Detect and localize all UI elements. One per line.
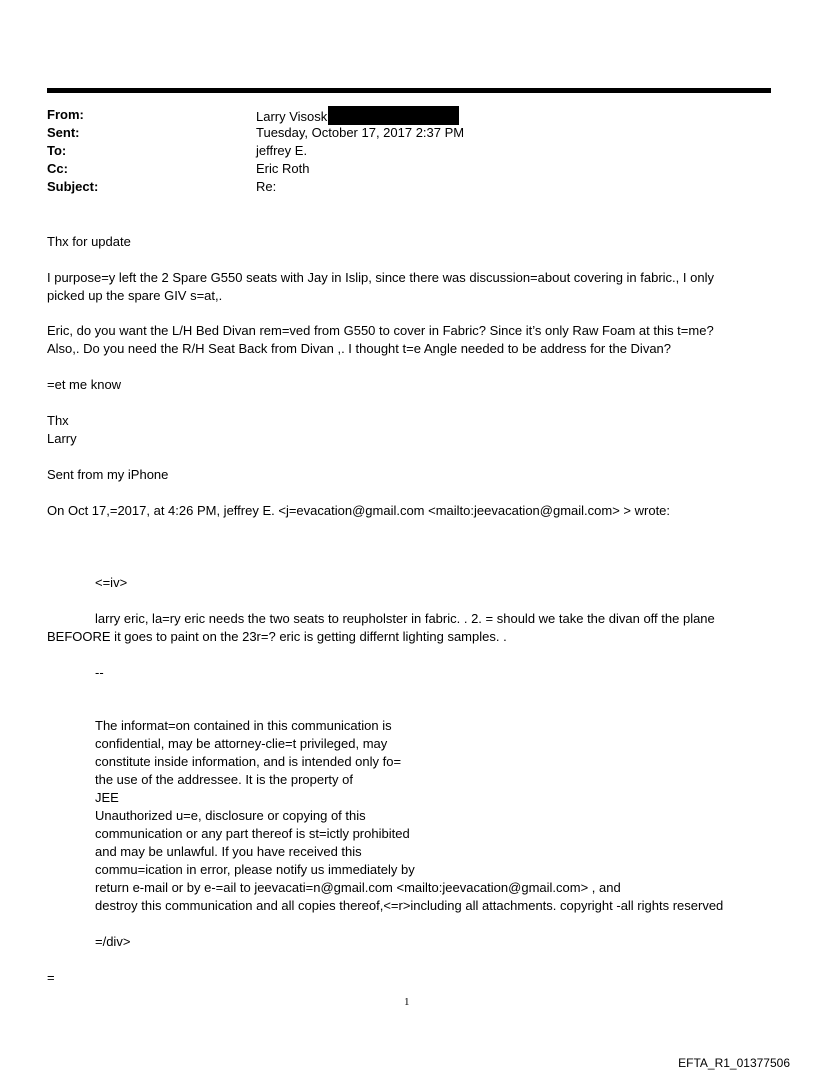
subject-label: Subject: xyxy=(47,179,99,194)
quoted-message-line-2: BEFOORE it goes to paint on the 23r=? eric is getting differnt lighting samples. . xyxy=(47,629,507,644)
body-let-me-know: =et me know xyxy=(47,377,122,392)
signature-name: Larry xyxy=(47,431,77,446)
quoted-div-open: <=iv> xyxy=(95,575,128,590)
to-value: jeffrey E. xyxy=(256,143,308,158)
trailing-equals: = xyxy=(47,970,55,985)
disclaimer-line: destroy this communication and all copies thereof,<=r>including all attachments. copyright -all rights reserved xyxy=(95,898,724,913)
disclaimer-line: confidential, may be attorney-clie=t privileged, may xyxy=(95,736,388,751)
page-number: 1 xyxy=(404,996,410,1008)
cc-value: Eric Roth xyxy=(256,161,310,176)
body-paragraph-2-line-2: Also,. Do you need the R/H Seat Back from Divan ,. I thought t=e Angle needed to be address for the Divan? xyxy=(47,341,672,356)
body-paragraph-1-line-2: picked up the spare GIV s=at,. xyxy=(47,288,223,303)
to-label: To: xyxy=(47,143,67,158)
body-greeting: Thx for update xyxy=(47,234,131,249)
body-paragraph-2-line-1: Eric, do you want the L/H Bed Divan rem=ved from G550 to cover in Fabric? Since it’s only Raw Foam at this t=me? xyxy=(47,323,714,338)
redaction-box xyxy=(328,106,459,125)
subject-value: Re: xyxy=(256,179,277,194)
sent-value: Tuesday, October 17, 2017 2:37 PM xyxy=(256,125,465,140)
disclaimer-line: and may be unlawful. If you have received this xyxy=(95,844,362,859)
sent-label: Sent: xyxy=(47,125,80,140)
disclaimer-line: commu=ication in error, please notify us immediately by xyxy=(95,862,415,877)
body-paragraph-1-line-1: I purpose=y left the 2 Spare G550 seats with Jay in Islip, since there was discussion=about covering in fabric., I only xyxy=(47,270,714,285)
bates-number: EFTA_R1_01377506 xyxy=(678,1056,790,1070)
disclaimer-line: JEE xyxy=(95,790,119,805)
disclaimer-line: Unauthorized u=e, disclosure or copying of this xyxy=(95,808,366,823)
disclaimer-line: constitute inside information, and is intended only fo= xyxy=(95,754,402,769)
quoted-div-close: =/div> xyxy=(95,934,131,949)
cc-label: Cc: xyxy=(47,161,68,176)
from-value: Larry Visosk xyxy=(256,109,328,124)
disclaimer-line: the use of the addressee. It is the property of xyxy=(95,772,353,787)
disclaimer-line: The informat=on contained in this communication is xyxy=(95,718,392,733)
disclaimer-line: communication or any part thereof is st=ictly prohibited xyxy=(95,826,410,841)
quoted-message-line-1: larry eric, la=ry eric needs the two seats to reupholster in fabric. . 2. = should we take the divan off the plane xyxy=(95,611,715,626)
header-rule xyxy=(47,88,771,93)
sent-from-iphone: Sent from my iPhone xyxy=(47,467,169,482)
quote-header: On Oct 17,=2017, at 4:26 PM, jeffrey E. <j=evacation@gmail.com <mailto:jeevacation@gmail.com> > wrote: xyxy=(47,503,671,518)
signature-thx: Thx xyxy=(47,413,69,428)
from-label: From: xyxy=(47,107,84,122)
quoted-separator: -- xyxy=(95,665,104,680)
disclaimer-line: return e-mail or by e-=ail to jeevacati=n@gmail.com <mailto:jeevacation@gmail.com> , and xyxy=(95,880,621,895)
